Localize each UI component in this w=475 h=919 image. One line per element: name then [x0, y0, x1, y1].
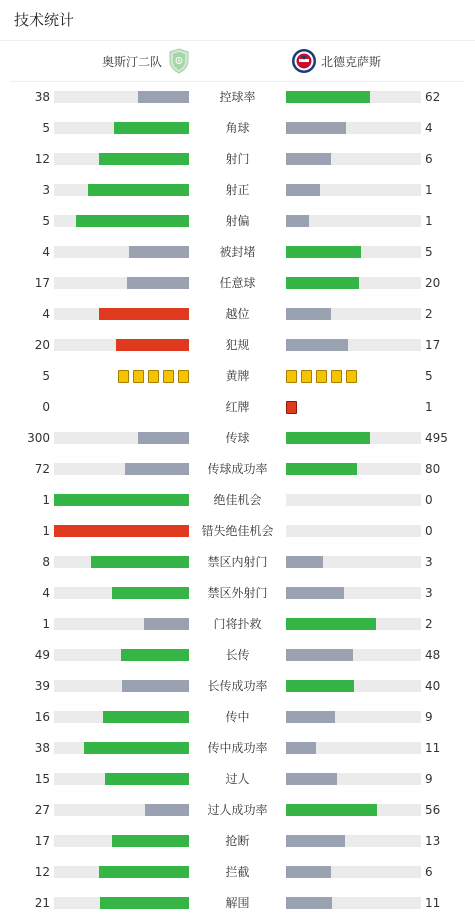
away-value: 6	[425, 865, 433, 879]
home-bar-fill	[122, 680, 189, 692]
stat-row	[0, 702, 475, 733]
away-bar-track	[286, 556, 421, 568]
home-bar-track	[54, 463, 189, 475]
stat-label: 错失绝佳机会	[201, 524, 274, 538]
home-bar-fill	[129, 246, 189, 258]
home-value: 300	[27, 431, 50, 445]
home-bar-track	[54, 215, 189, 227]
stat-row	[0, 361, 475, 392]
home-bar-track	[54, 122, 189, 134]
stat-row	[0, 330, 475, 361]
stat-label: 过人	[225, 772, 250, 786]
home-value: 17	[34, 834, 50, 848]
away-team-name: 北德克萨斯	[321, 54, 382, 69]
home-bar-fill	[84, 742, 189, 754]
stat-label: 绝佳机会	[213, 493, 262, 507]
stat-row	[0, 206, 475, 237]
home-bar-track	[54, 866, 189, 878]
yellow-card-icon	[346, 370, 357, 383]
stat-row	[0, 888, 475, 919]
stat-row	[0, 609, 475, 640]
home-bar-fill	[105, 773, 189, 785]
stat-label: 越位	[225, 307, 250, 321]
away-bar-track	[286, 463, 421, 475]
home-bar-fill	[145, 804, 189, 816]
away-bar-fill	[286, 835, 345, 847]
home-bar-track	[54, 835, 189, 847]
stat-row	[0, 392, 475, 423]
home-bar-fill	[127, 277, 189, 289]
away-value: 17	[425, 338, 441, 352]
home-bar-track	[54, 680, 189, 692]
home-value: 5	[42, 214, 50, 228]
away-value: 2	[425, 617, 433, 631]
away-value: 1	[425, 400, 433, 414]
away-value: 5	[425, 369, 433, 383]
away-bar-fill	[286, 587, 344, 599]
home-bar-track	[54, 897, 189, 909]
home-value: 49	[34, 648, 50, 662]
stat-label: 传球	[225, 431, 250, 445]
home-value: 4	[42, 245, 50, 259]
away-bar-track	[286, 308, 421, 320]
away-bar-fill	[286, 277, 359, 289]
home-bar-track	[54, 711, 189, 723]
page-title: 技术统计	[0, 0, 475, 41]
away-value: 11	[425, 741, 441, 755]
home-bar-fill	[88, 184, 189, 196]
away-value: 495	[425, 431, 448, 445]
away-value: 20	[425, 276, 441, 290]
round-club-crest-icon	[291, 48, 317, 74]
stat-row	[0, 857, 475, 888]
away-value: 62	[425, 90, 441, 104]
home-bar-track	[54, 308, 189, 320]
away-bar-track	[286, 277, 421, 289]
yellow-card-icon	[133, 370, 144, 383]
yellow-card-icon	[118, 370, 129, 383]
stat-row	[0, 826, 475, 857]
stat-row	[0, 113, 475, 144]
away-bar-track	[286, 246, 421, 258]
stat-label: 传中成功率	[207, 741, 268, 755]
home-value: 8	[42, 555, 50, 569]
away-bar-fill	[286, 432, 370, 444]
yellow-card-icon	[301, 370, 312, 383]
away-bar-track	[286, 804, 421, 816]
stat-label: 传中	[225, 710, 250, 724]
stat-label: 拦截	[225, 865, 250, 879]
home-value: 38	[34, 90, 50, 104]
shield-crest-icon	[168, 48, 190, 74]
away-bar-fill	[286, 215, 309, 227]
stat-row	[0, 299, 475, 330]
stat-label: 禁区外射门	[207, 586, 268, 600]
away-bar-track	[286, 835, 421, 847]
home-cards	[116, 370, 189, 383]
away-bar-fill	[286, 742, 316, 754]
home-value: 17	[34, 276, 50, 290]
home-value: 4	[42, 586, 50, 600]
home-value: 12	[34, 152, 50, 166]
away-value: 6	[425, 152, 433, 166]
home-bar-track	[54, 246, 189, 258]
away-bar-track	[286, 618, 421, 630]
home-bar-track	[54, 277, 189, 289]
away-bar-fill	[286, 618, 376, 630]
away-bar-fill	[286, 184, 320, 196]
stat-label: 犯规	[225, 338, 250, 352]
away-value: 1	[425, 214, 433, 228]
away-value: 40	[425, 679, 441, 693]
home-bar-fill	[112, 835, 189, 847]
away-value: 80	[425, 462, 441, 476]
home-bar-fill	[54, 494, 189, 506]
home-bar-track	[54, 525, 189, 537]
away-team[interactable]	[291, 41, 381, 81]
home-bar-track	[54, 649, 189, 661]
stat-row	[0, 268, 475, 299]
stat-label: 门将扑救	[213, 617, 262, 631]
home-bar-fill	[138, 91, 189, 103]
home-value: 20	[34, 338, 50, 352]
away-bar-fill	[286, 122, 346, 134]
home-value: 5	[42, 121, 50, 135]
stat-label: 角球	[225, 121, 250, 135]
home-bar-track	[54, 804, 189, 816]
away-bar-track	[286, 153, 421, 165]
away-bar-track	[286, 742, 421, 754]
away-bar-track	[286, 339, 421, 351]
home-value: 1	[42, 617, 50, 631]
away-bar-track	[286, 649, 421, 661]
away-bar-fill	[286, 153, 331, 165]
away-bar-fill	[286, 711, 335, 723]
home-bar-fill	[125, 463, 189, 475]
home-value: 27	[34, 803, 50, 817]
away-bar-track	[286, 215, 421, 227]
away-value: 9	[425, 710, 433, 724]
yellow-card-icon	[148, 370, 159, 383]
home-bar-fill	[114, 122, 189, 134]
home-bar-track	[54, 742, 189, 754]
stat-row	[0, 175, 475, 206]
away-bar-fill	[286, 556, 323, 568]
home-value: 15	[34, 772, 50, 786]
away-bar-fill	[286, 897, 332, 909]
stat-row	[0, 640, 475, 671]
stat-row	[0, 485, 475, 516]
home-value: 12	[34, 865, 50, 879]
home-bar-fill	[76, 215, 189, 227]
away-value: 56	[425, 803, 441, 817]
stat-label: 控球率	[219, 90, 256, 104]
home-bar-track	[54, 432, 189, 444]
away-value: 9	[425, 772, 433, 786]
stat-label: 射偏	[225, 214, 250, 228]
stat-label: 禁区内射门	[207, 555, 268, 569]
stat-label: 过人成功率	[207, 803, 268, 817]
home-value: 0	[42, 400, 50, 414]
stat-row	[0, 795, 475, 826]
yellow-card-icon	[163, 370, 174, 383]
home-bar-track	[54, 556, 189, 568]
away-bar-track	[286, 122, 421, 134]
home-bar-fill	[91, 556, 189, 568]
away-bar-track	[286, 525, 421, 537]
away-value: 13	[425, 834, 441, 848]
away-bar-fill	[286, 339, 348, 351]
stat-label: 射门	[225, 152, 250, 166]
yellow-card-icon	[316, 370, 327, 383]
home-bar-fill	[54, 525, 189, 537]
home-value: 39	[34, 679, 50, 693]
away-cards	[286, 370, 359, 383]
away-bar-track	[286, 184, 421, 196]
away-bar-track	[286, 866, 421, 878]
stat-row	[0, 454, 475, 485]
home-value: 72	[34, 462, 50, 476]
home-bar-fill	[138, 432, 189, 444]
away-bar-fill	[286, 866, 331, 878]
home-team-name: 奥斯汀二队	[102, 54, 163, 69]
away-value: 11	[425, 896, 441, 910]
home-bar-fill	[121, 649, 189, 661]
away-bar-track	[286, 773, 421, 785]
home-value: 21	[34, 896, 50, 910]
home-bar-track	[54, 587, 189, 599]
away-value: 0	[425, 493, 433, 507]
home-value: 5	[42, 369, 50, 383]
yellow-card-icon	[178, 370, 189, 383]
away-value: 1	[425, 183, 433, 197]
home-bar-fill	[103, 711, 189, 723]
away-cards	[286, 401, 299, 414]
away-value: 3	[425, 586, 433, 600]
home-value: 3	[42, 183, 50, 197]
away-bar-track	[286, 494, 421, 506]
home-bar-track	[54, 91, 189, 103]
away-bar-track	[286, 711, 421, 723]
home-bar-fill	[100, 897, 189, 909]
home-bar-fill	[99, 308, 189, 320]
stat-label: 传球成功率	[207, 462, 268, 476]
home-bar-track	[54, 153, 189, 165]
stat-row	[0, 578, 475, 609]
stat-row	[0, 547, 475, 578]
home-bar-fill	[116, 339, 189, 351]
stat-row	[0, 423, 475, 454]
away-bar-fill	[286, 649, 353, 661]
away-bar-fill	[286, 463, 357, 475]
yellow-card-icon	[331, 370, 342, 383]
stat-label: 被封堵	[219, 245, 256, 259]
away-value: 5	[425, 245, 433, 259]
away-bar-track	[286, 680, 421, 692]
home-bar-track	[54, 773, 189, 785]
away-bar-fill	[286, 91, 370, 103]
away-bar-track	[286, 432, 421, 444]
stat-row	[0, 144, 475, 175]
away-bar-fill	[286, 804, 377, 816]
home-value: 1	[42, 493, 50, 507]
home-value: 1	[42, 524, 50, 538]
away-bar-fill	[286, 680, 354, 692]
home-bar-track	[54, 618, 189, 630]
stat-label: 长传成功率	[207, 679, 268, 693]
home-bar-fill	[99, 153, 189, 165]
yellow-card-icon	[286, 370, 297, 383]
away-bar-track	[286, 897, 421, 909]
away-bar-fill	[286, 308, 331, 320]
home-bar-fill	[99, 866, 189, 878]
away-value: 0	[425, 524, 433, 538]
away-value: 3	[425, 555, 433, 569]
teams-header	[10, 41, 465, 82]
red-card-icon	[286, 401, 297, 414]
stat-row	[0, 764, 475, 795]
stat-label: 红牌	[225, 400, 250, 414]
home-bar-track	[54, 184, 189, 196]
stat-label: 长传	[225, 648, 250, 662]
away-bar-fill	[286, 773, 337, 785]
home-value: 4	[42, 307, 50, 321]
stat-label: 任意球	[219, 276, 256, 290]
away-bar-track	[286, 587, 421, 599]
stat-label: 黄牌	[225, 369, 250, 383]
away-bar-track	[286, 91, 421, 103]
away-value: 48	[425, 648, 441, 662]
stat-label: 射正	[225, 183, 250, 197]
stat-label: 抢断	[225, 834, 250, 848]
stats-list	[0, 82, 475, 919]
home-team[interactable]	[102, 41, 190, 81]
home-value: 16	[34, 710, 50, 724]
away-value: 4	[425, 121, 433, 135]
home-bar-track	[54, 339, 189, 351]
home-bar-fill	[112, 587, 189, 599]
home-value: 38	[34, 741, 50, 755]
stat-row	[0, 237, 475, 268]
stat-row	[0, 733, 475, 764]
stat-row	[0, 516, 475, 547]
stat-row	[0, 82, 475, 113]
away-value: 2	[425, 307, 433, 321]
home-bar-track	[54, 494, 189, 506]
home-bar-fill	[144, 618, 189, 630]
stat-row	[0, 671, 475, 702]
away-bar-fill	[286, 246, 361, 258]
stat-label: 解围	[225, 896, 250, 910]
